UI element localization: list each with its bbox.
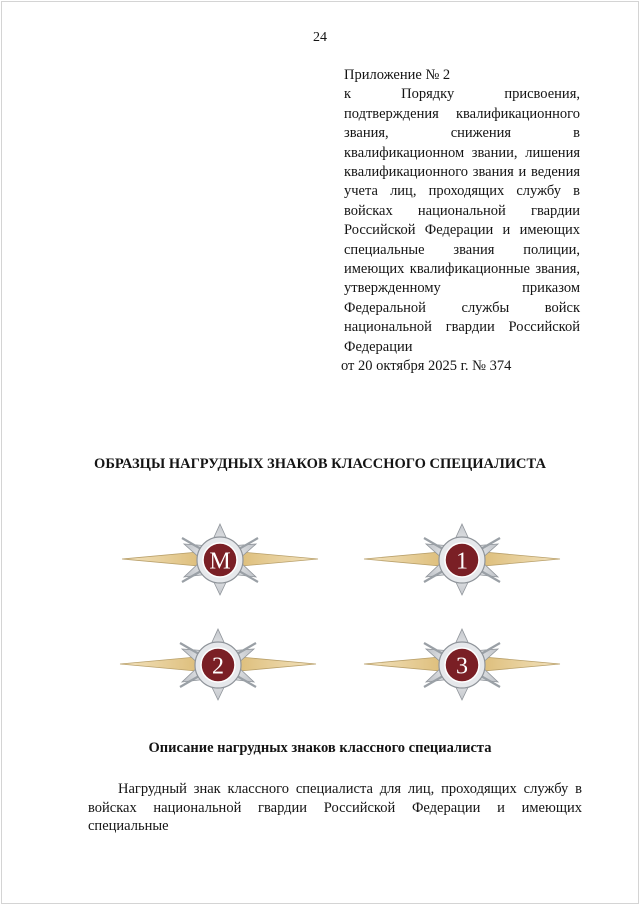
badge-emblem-icon (362, 522, 562, 597)
page-number: 24 (313, 30, 327, 45)
badge-third-class (362, 627, 562, 702)
badge-first-class (362, 522, 562, 597)
badge-label: 1 (456, 548, 468, 575)
badge-master (120, 522, 320, 597)
badge-label: 2 (212, 653, 224, 680)
badge-second-class (118, 627, 318, 702)
badge-emblem-icon (362, 627, 562, 702)
description-paragraph: Нагрудный знак классного специалиста для лиц, проходящих службу в войсках национальной гвардии Российской Федерации и имеющих специальные (88, 781, 582, 835)
appendix-title: Приложение № 2 (344, 67, 451, 83)
badge-label: М (209, 548, 231, 575)
badge-label: 3 (456, 653, 468, 680)
badge-emblem-icon (120, 522, 320, 597)
description-title: Описание нагрудных знаков классного специалиста (148, 740, 492, 756)
appendix-order-line: от 20 октября 2025 г. № 374 (341, 358, 512, 375)
badge-emblem-icon (118, 627, 318, 702)
main-title: ОБРАЗЦЫ НАГРУДНЫХ ЗНАКОВ КЛАССНОГО СПЕЦИАЛИСТА (94, 456, 546, 472)
appendix-block (341, 66, 580, 377)
appendix-body: к Порядку присвоения, подтверждения квалификационного звания, снижения в квалификационном звании, лишения квалификационного звания и ведения учета лиц, проходящих службу в войсках национальной гвардии Российской Федерации и имеющих специальные звания полиции, имеющих квалификационные звания, утвержденному приказом Федеральной службы войск национальной гвардии Российской Федерации (344, 86, 580, 355)
